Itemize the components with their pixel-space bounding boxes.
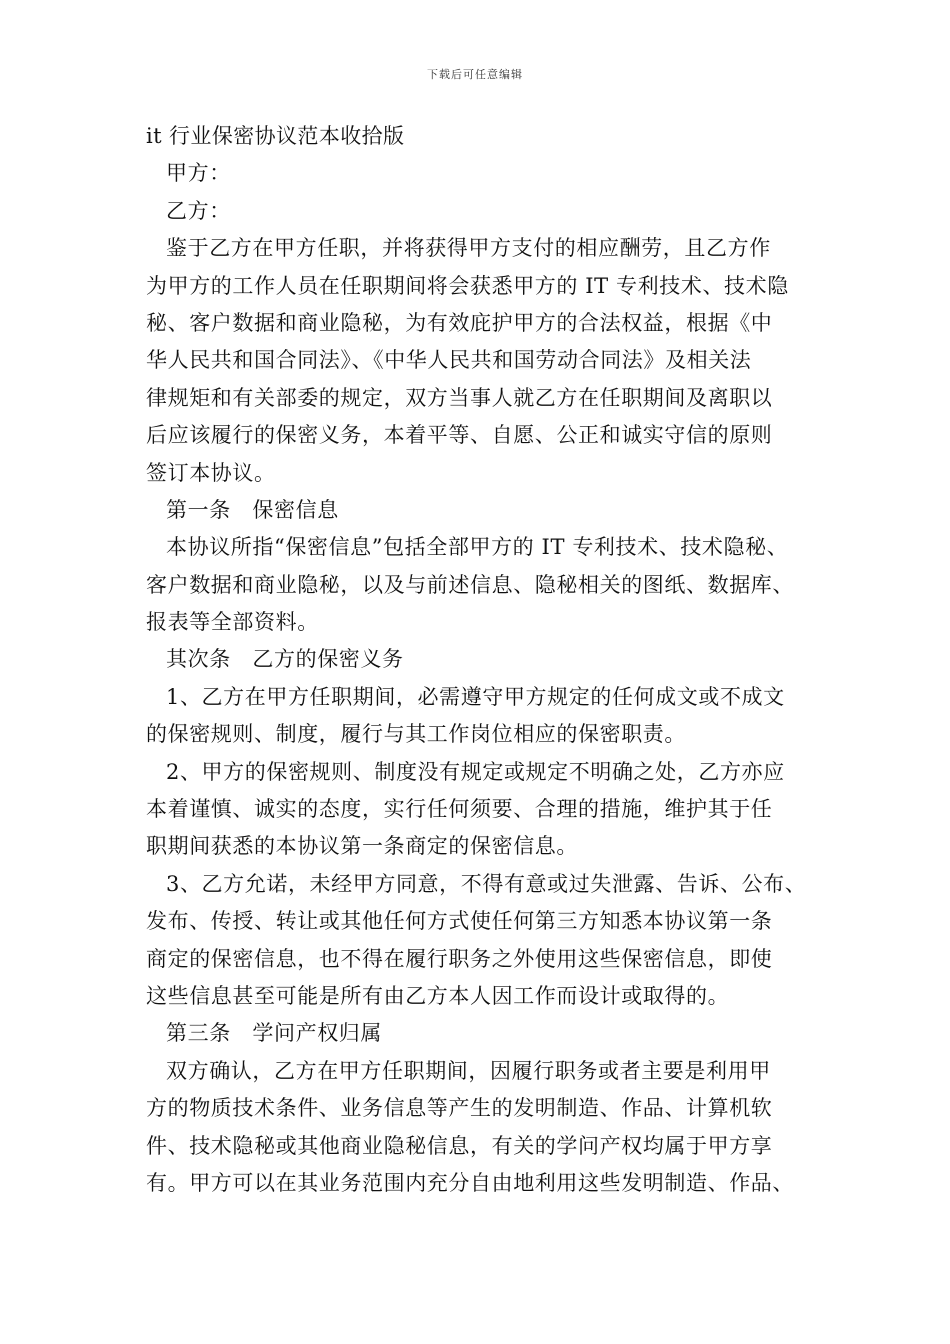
preamble-line: 秘、客户数据和商业隐秘，为有效庇护甲方的合法权益，根据《中: [146, 310, 773, 335]
article-2-item-3-line: 3、乙方允诺，未经甲方同意，不得有意或过失泄露、告诉、公布、: [166, 871, 807, 896]
article-2-item-2: [146, 754, 826, 866]
article-3-line: 双方确认，乙方在甲方任职期间，因履行职务或者主要是利用甲: [166, 1058, 771, 1083]
article-2-item-2-line: 职期间获悉的本协议第一条商定的保密信息。: [146, 834, 578, 859]
preamble-line: 华人民共和国合同法》、《中华人民共和国劳动合同法》及相关法: [146, 348, 752, 373]
party-a-label: 甲方：: [166, 161, 231, 186]
page-header: 下载后可任意编辑: [427, 68, 523, 81]
article-1-line: 客户数据和商业隐秘，以及与前述信息、隐秘相关的图纸、数据库、: [146, 572, 794, 597]
article-2-item-3-line: 商定的保密信息，也不得在履行职务之外使用这些保密信息，即使: [146, 946, 773, 971]
preamble-line: 签订本协议。: [146, 460, 276, 485]
preamble-paragraph: [146, 230, 826, 492]
article-1-paragraph: [146, 529, 826, 641]
article-3-line: 件、技术隐秘或其他商业隐秘信息，有关的学问产权均属于甲方享: [146, 1133, 773, 1158]
article-2-item-1-line: 的保密规则、制度，履行与其工作岗位相应的保密职责。: [146, 722, 686, 747]
article-2-item-2-line: 本着谨慎、诚实的态度，实行任何须要、合理的措施，维护其于任: [146, 797, 773, 822]
article-3-line: 有。甲方可以在其业务范围内充分自由地利用这些发明制造、作品、: [146, 1170, 794, 1195]
article-1-line: 报表等全部资料。: [146, 610, 319, 635]
article-3-line: 方的物质技术条件、业务信息等产生的发明制造、作品、计算机软: [146, 1096, 773, 1121]
party-b-label: 乙方：: [166, 198, 231, 223]
document-title: it 行业保密协议范本收拾版: [146, 124, 405, 148]
article-3-paragraph: [146, 1053, 826, 1203]
article-2-item-1: [146, 679, 826, 754]
preamble-line: 律规矩和有关部委的规定，双方当事人就乙方在任职期间及离职以: [146, 385, 773, 410]
preamble-line: 为甲方的工作人员在任职期间将会获悉甲方的 IT 专利技术、技术隐: [146, 273, 789, 298]
article-2-item-1-line: 1、乙方在甲方任职期间，必需遵守甲方规定的任何成文或不成文: [166, 684, 785, 709]
article-1-heading: 第一条 保密信息: [166, 497, 339, 522]
preamble-line: 后应该履行的保密义务，本着平等、自愿、公正和诚实守信的原则: [146, 423, 773, 448]
article-2-item-3-line: 发布、传授、转让或其他任何方式使任何第三方知悉本协议第一条: [146, 909, 773, 934]
document-body: [146, 118, 826, 1202]
article-2-heading: 其次条 乙方的保密义务: [166, 647, 404, 672]
article-1-line: 本协议所指“保密信息”包括全部甲方的 IT 专利技术、技术隐秘、: [166, 535, 789, 560]
article-3-heading: 第三条 学问产权归属: [166, 1021, 382, 1046]
article-2-item-2-line: 2、甲方的保密规则、制度没有规定或规定不明确之处，乙方亦应: [166, 759, 785, 784]
preamble-line: 鉴于乙方在甲方任职，并将获得甲方支付的相应酬劳，且乙方作: [166, 236, 771, 261]
article-2-item-3-line: 这些信息甚至可能是所有由乙方本人因工作而设计或取得的。: [146, 983, 730, 1008]
article-2-item-3: [146, 866, 826, 1016]
